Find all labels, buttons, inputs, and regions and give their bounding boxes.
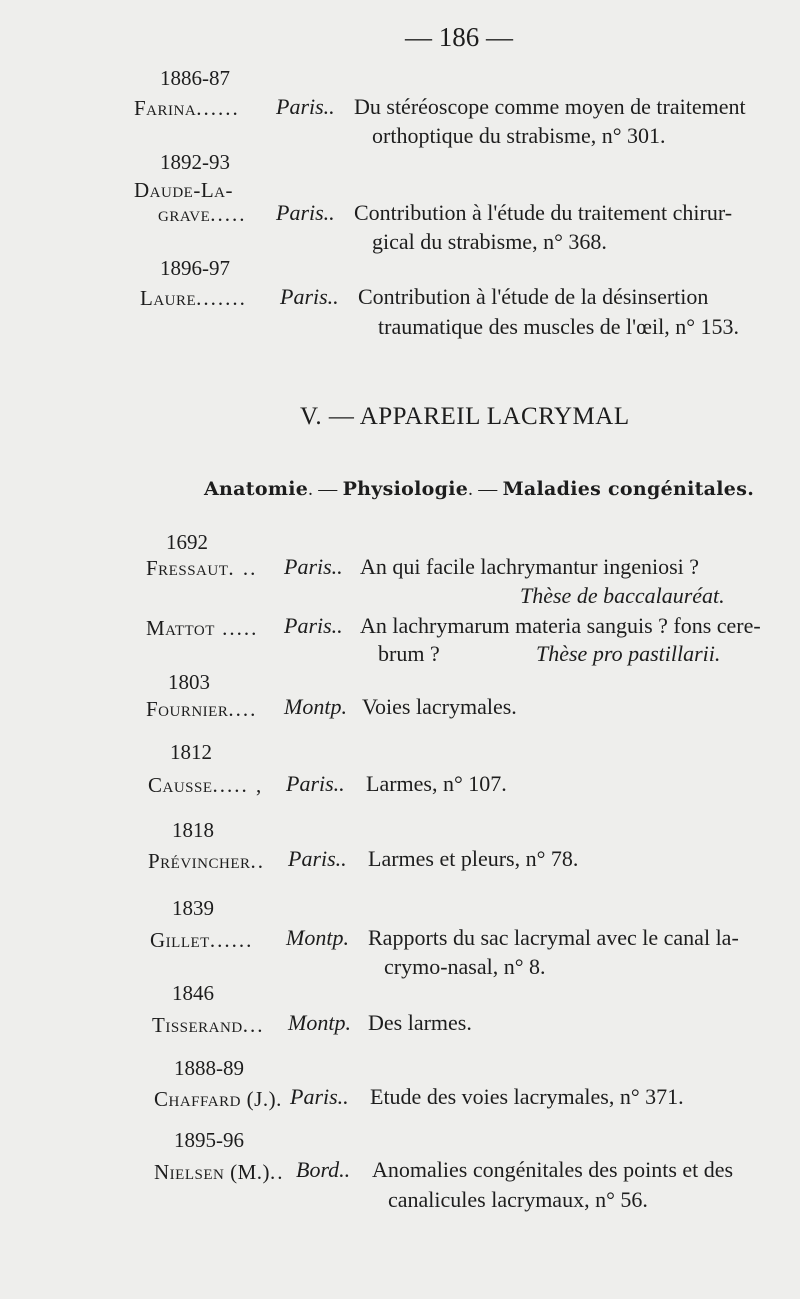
entry-title-line: Larmes, n° 107. <box>366 771 507 796</box>
entry-year: 1896-97 <box>160 256 230 280</box>
entry-place: Montp. <box>284 694 347 719</box>
entry-year: 1812 <box>170 740 212 764</box>
entry-year: 1839 <box>172 896 214 920</box>
entry-title-line: Du stéréoscope comme moyen de traitement <box>354 94 746 119</box>
entry-title-line: Des larmes. <box>368 1010 472 1035</box>
entry-place: Paris.. <box>286 771 345 796</box>
entry-year: 1692 <box>166 530 208 554</box>
section-heading: V. — APPAREIL LACRYMAL <box>300 403 630 430</box>
entry-place: Paris.. <box>280 284 339 309</box>
entry-author: Mattot ..... <box>146 616 259 640</box>
entry-place: Paris.. <box>284 554 343 579</box>
entry-title-line: orthoptique du strabisme, n° 301. <box>372 123 666 148</box>
entry-place: Paris.. <box>276 200 335 225</box>
entry-year: 1846 <box>172 981 214 1005</box>
entry-year: 1803 <box>168 670 210 694</box>
entry-title-line: brum ? <box>378 641 440 666</box>
entry-author: Prévincher.. <box>148 849 266 873</box>
entry-author: Tisserand... <box>152 1013 265 1037</box>
entry-author: Gillet...... <box>150 928 254 952</box>
entry-year: 1818 <box>172 818 214 842</box>
entry-place: Paris.. <box>288 846 347 871</box>
entry-title-line: Contribution à l'étude de la désinsertion <box>358 284 709 309</box>
entry-title-line: Larmes et pleurs, n° 78. <box>368 846 579 871</box>
entry-place: Paris.. <box>290 1084 349 1109</box>
entry-title-line: gical du strabisme, n° 368. <box>372 229 607 254</box>
entry-title-line: Contribution à l'étude du traitement chirur- <box>354 200 733 225</box>
entry-author: Fressaut. .. <box>146 556 258 580</box>
entry-place: Bord.. <box>296 1157 351 1182</box>
entry-title-line: Rapports du sac lacrymal avec le canal la- <box>368 925 739 950</box>
entry-year: 1892-93 <box>160 150 230 174</box>
entry-author-line: Daude-La- <box>134 178 233 202</box>
section-subheading: Anatomie. — Physiologie. — Maladies congénitales. <box>204 478 755 500</box>
entry-author: Chaffard (J.). <box>154 1087 284 1111</box>
entry-author: Nielsen (M.).. <box>154 1160 285 1184</box>
entry-year: 1888-89 <box>174 1056 244 1080</box>
entry-title-line: Voies lacrymales. <box>362 694 517 719</box>
entry-place: Montp. <box>286 925 349 950</box>
entry-author: grave..... <box>158 202 247 226</box>
entry-title-line: An lachrymarum materia sanguis ? fons cere- <box>360 613 761 638</box>
entry-year: 1895-96 <box>174 1128 244 1152</box>
entry-place: Paris.. <box>284 613 343 638</box>
entry-author: Laure....... <box>140 286 247 310</box>
page-number: — 186 — <box>405 22 513 52</box>
entry-author: Farina...... <box>134 96 240 120</box>
entry-title-line: Anomalies congénitales des points et des <box>372 1157 734 1182</box>
entry-author: Fournier.... <box>146 697 258 721</box>
entry-title-line: Etude des voies lacrymales, n° 371. <box>370 1084 684 1109</box>
entry-title-line: traumatique des muscles de l'œil, n° 153. <box>378 314 740 339</box>
entry-title-line: crymo-nasal, n° 8. <box>384 954 546 979</box>
entry-year: 1886-87 <box>160 66 230 90</box>
entry-title-line: An qui facile lachrymantur ingeniosi ? <box>360 554 700 579</box>
entry-title-line: canalicules lacrymaux, n° 56. <box>388 1187 648 1212</box>
entry-author: Causse..... , <box>148 773 264 797</box>
entry-place: Montp. <box>288 1010 351 1035</box>
entry-place: Paris.. <box>276 94 335 119</box>
entry-thesis-note: Thèse de baccalauréat. <box>520 583 725 608</box>
entry-thesis-note: Thèse pro pastillarii. <box>536 641 721 666</box>
